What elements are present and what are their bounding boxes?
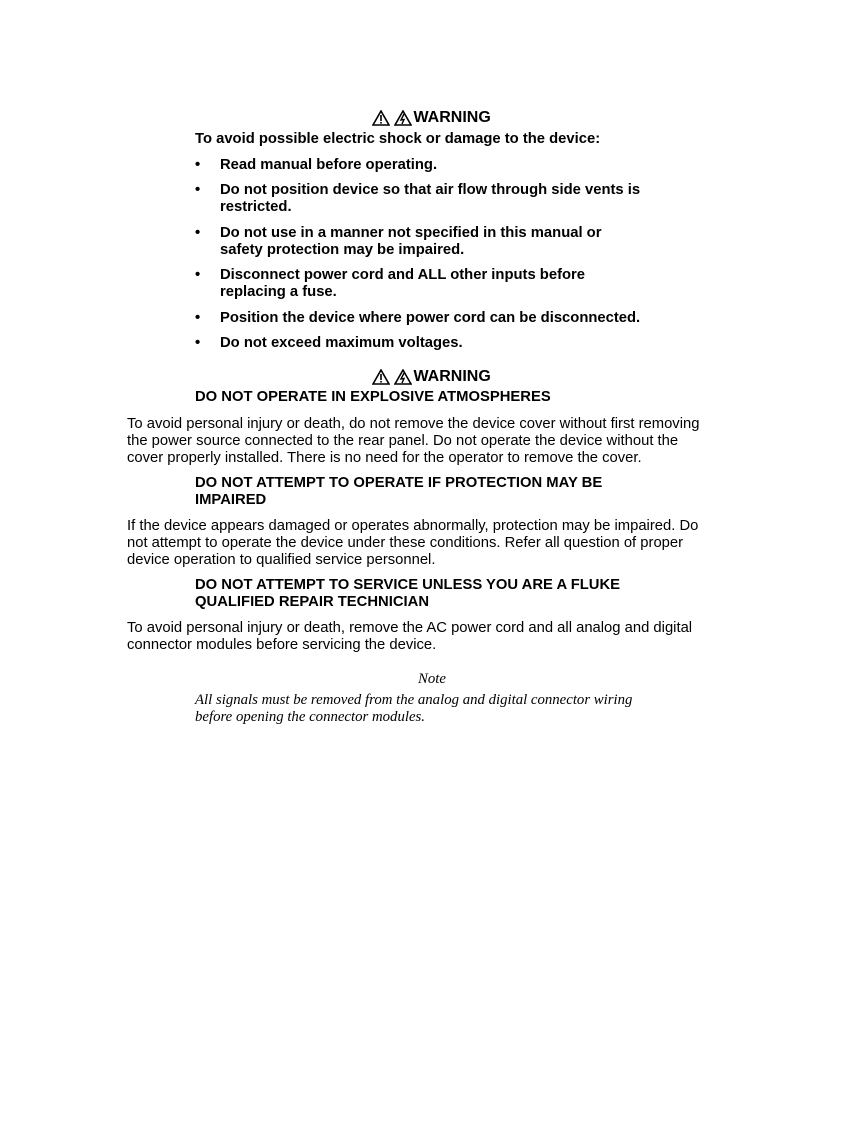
warning-heading-text-2: WARNING bbox=[413, 368, 491, 385]
note-line: All signals must be removed from the analog and digital connector wiring bbox=[195, 692, 633, 708]
bullet-text: Read manual before operating. bbox=[220, 157, 438, 173]
paragraph-line: not attempt to operate the device under these conditions. Refer all question of proper bbox=[127, 535, 684, 551]
electric-shock-triangle-icon bbox=[394, 110, 412, 126]
explosive-atmospheres-heading: DO NOT OPERATE IN EXPLOSIVE ATMOSPHERES bbox=[195, 389, 551, 405]
bullet-dot: • bbox=[195, 267, 201, 283]
note-title: Note bbox=[418, 671, 446, 687]
note-line: before opening the connector modules. bbox=[195, 709, 425, 725]
electric-shock-triangle-icon bbox=[394, 369, 412, 385]
heading-line: IMPAIRED bbox=[195, 492, 267, 508]
paragraph-line: To avoid personal injury or death, remove the AC power cord and all analog and digital bbox=[127, 620, 693, 636]
cover-paragraph bbox=[127, 416, 699, 467]
warning-heading-2 bbox=[372, 368, 552, 387]
service-paragraph bbox=[127, 620, 692, 654]
heading-line: QUALIFIED REPAIR TECHNICIAN bbox=[195, 594, 430, 610]
bullet-dot: • bbox=[195, 225, 201, 241]
warning-icons bbox=[372, 369, 412, 387]
bullet-dot: • bbox=[195, 157, 201, 173]
warning-heading-1 bbox=[372, 109, 552, 128]
bullet-dot: • bbox=[195, 335, 201, 351]
warning-heading-text-1: WARNING bbox=[413, 109, 491, 126]
paragraph-line: device operation to qualified service personnel. bbox=[127, 552, 436, 568]
bullet-text: Do not position device so that air flow through side vents is bbox=[220, 182, 641, 198]
paragraph-line: connector modules before servicing the device. bbox=[127, 637, 437, 653]
paragraph-line: If the device appears damaged or operates abnormally, protection may be impaired. Do bbox=[127, 518, 699, 534]
warning-icons bbox=[372, 110, 412, 128]
heading-line: DO NOT ATTEMPT TO OPERATE IF PROTECTION MAY BE bbox=[195, 475, 603, 491]
bullet-text: Disconnect power cord and ALL other inputs before bbox=[220, 267, 586, 283]
protection-heading bbox=[195, 475, 602, 509]
paragraph-line: To avoid personal injury or death, do not remove the device cover without first removing bbox=[127, 416, 700, 432]
bullet-text: safety protection may be impaired. bbox=[220, 242, 465, 258]
paragraph-line: cover properly installed. There is no need for the operator to remove the cover. bbox=[127, 450, 642, 466]
heading-line: DO NOT ATTEMPT TO SERVICE UNLESS YOU ARE A FLUKE bbox=[195, 577, 621, 593]
bullet-dot: • bbox=[195, 310, 201, 326]
warning-triangle-icon bbox=[372, 110, 390, 126]
bullet-text: restricted. bbox=[220, 199, 292, 215]
bullet-text: Do not use in a manner not specified in this manual or bbox=[220, 225, 602, 241]
warning-triangle-icon bbox=[372, 369, 390, 385]
service-heading bbox=[195, 577, 620, 611]
warning-intro: To avoid possible electric shock or damage to the device: bbox=[195, 131, 601, 147]
note-body bbox=[195, 692, 632, 726]
paragraph-line: the power source connected to the rear panel. Do not operate the device without the bbox=[127, 433, 679, 449]
bullet-dot: • bbox=[195, 182, 201, 198]
bullet-text: replacing a fuse. bbox=[220, 284, 337, 300]
protection-paragraph bbox=[127, 518, 698, 569]
bullet-text: Position the device where power cord can be disconnected. bbox=[220, 310, 641, 326]
bullet-text: Do not exceed maximum voltages. bbox=[220, 335, 463, 351]
